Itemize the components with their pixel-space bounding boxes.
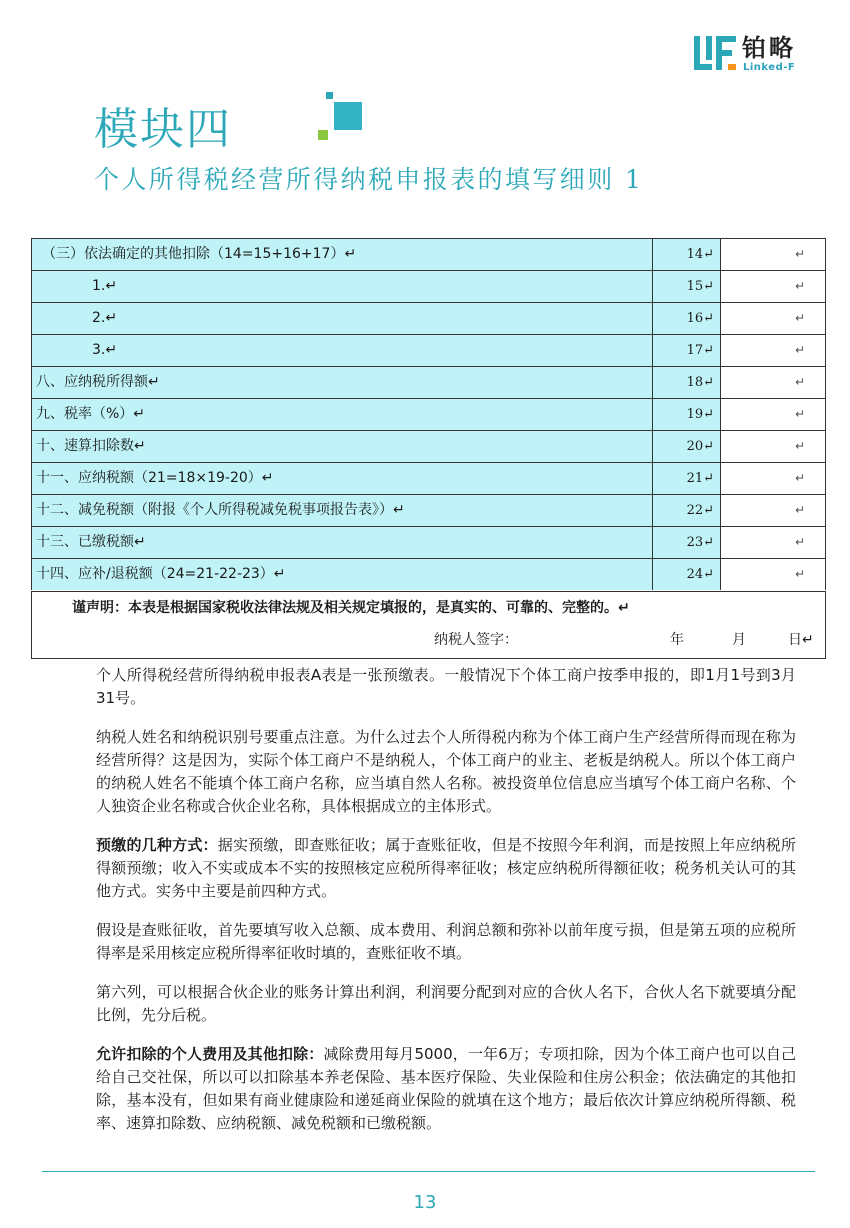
form-row-number: 22↵ [653,495,721,526]
signature-label: 纳税人签字： [434,632,518,648]
form-row-value: ↵ [721,431,826,462]
paragraph [96,664,796,710]
form-row-number: 23↵ [653,527,721,558]
logo-english-name: Linked-F [743,62,796,73]
form-row-number: 18↵ [653,367,721,398]
form-row [31,334,826,366]
form-row [31,526,826,558]
form-row-number: 17↵ [653,335,721,366]
deco-square-small-teal [326,92,333,99]
form-row [31,558,826,590]
footer-divider [42,1171,815,1172]
form-row-label: 十一、应纳税额（21=18×19-20）↵ [31,463,653,494]
paragraph-text: 减除费用每月5000，一年6万；专项扣除，因为个体工商户也可以自己给自己交社保，所以可以扣除基本养老保险、基本医疗保险、失业保险和住房公积金；依法确定的其他扣除，基本没有，但如果有商业健康险和递延商业保险的就填在这个地方；最后依次计算应纳税所得额、税率、速算扣除数、应纳税额、减免税额和已缴税额。 [96,1045,796,1132]
form-row-label: 十三、已缴税额↵ [31,527,653,558]
paragraph [96,981,796,1027]
brand-logo [694,34,814,74]
logo-mark-icon [694,34,738,72]
form-row-value: ↵ [721,399,826,430]
paragraph-bold-lead: 允许扣除的个人费用及其他扣除： [96,1045,324,1063]
declaration-block [31,591,826,659]
form-row-label: 十、速算扣除数↵ [31,431,653,462]
form-row [31,430,826,462]
form-row [31,238,826,270]
tax-form-table [31,238,826,658]
form-row-label: 2.↵ [31,303,653,334]
form-row [31,366,826,398]
form-row-label: 3.↵ [31,335,653,366]
form-row-value: ↵ [721,527,826,558]
date-month-label: 月 [732,632,746,648]
form-row-value: ↵ [721,559,826,590]
form-row [31,270,826,302]
form-row-value: ↵ [721,335,826,366]
form-row-number: 14↵ [653,239,721,270]
page-number: 13 [413,1192,437,1213]
form-row-label: 九、税率（%）↵ [31,399,653,430]
form-row [31,462,826,494]
form-row-number: 24↵ [653,559,721,590]
paragraph-text: 第六列，可以根据合伙企业的账务计算出利润，利润要分配到对应的合伙人名下，合伙人名下就要填分配比例，先分后税。 [96,983,796,1024]
paragraph [96,834,796,903]
form-row-number: 19↵ [653,399,721,430]
paragraph [96,1043,796,1135]
form-row-value: ↵ [721,367,826,398]
paragraph-text: 个人所得税经营所得纳税申报表A表是一张预缴表。一般情况下个体工商户按季申报的，即1月1号到3月31号。 [96,666,796,707]
date-day-label: 日↵ [788,632,814,648]
form-row-value: ↵ [721,463,826,494]
declaration-text: 谨声明：本表是根据国家税收法律法规及相关规定填报的，是真实的、可靠的、完整的。↵ [72,600,630,616]
form-row-label: 八、应纳税所得额↵ [31,367,653,398]
form-row-label: （三）依法确定的其他扣除（14=15+16+17）↵ [31,239,653,270]
form-row-number: 15↵ [653,271,721,302]
body-text [96,664,796,1151]
module-title: 模块四 [94,104,232,155]
paragraph-bold-lead: 预缴的几种方式： [96,836,218,854]
form-row-label: 十四、应补/退税额（24=21-22-23）↵ [31,559,653,590]
form-row-number: 21↵ [653,463,721,494]
section-subtitle: 个人所得税经营所得纳税申报表的填写细则 1 [94,165,644,194]
form-row [31,494,826,526]
form-row-value: ↵ [721,495,826,526]
logo-chinese-name: 铂略 [742,34,796,62]
deco-square-green [318,130,328,140]
deco-square-large-teal [334,102,362,130]
paragraph-text: 据实预缴，即查账征收；属于查账征收，但是不按照今年利润，而是按照上年应纳税所得额预缴；收入不实或成本不实的按照核定应税所得率征收；核定应纳税所得额征收；税务机关认可的其他方式。实务中主要是前四种方式。 [96,836,796,900]
date-year-label: 年 [670,632,684,648]
form-row-number: 20↵ [653,431,721,462]
paragraph-text: 假设是查账征收，首先要填写收入总额、成本费用、利润总额和弥补以前年度亏损，但是第五项的应税所得率是采用核定应税所得率征收时填的，查账征收不填。 [96,921,796,962]
form-row-value: ↵ [721,239,826,270]
paragraph [96,726,796,818]
form-row-number: 16↵ [653,303,721,334]
form-row [31,398,826,430]
form-row-value: ↵ [721,303,826,334]
form-row-label: 十二、减免税额（附报《个人所得税减免税事项报告表》）↵ [31,495,653,526]
paragraph [96,919,796,965]
form-row-label: 1.↵ [31,271,653,302]
paragraph-text: 纳税人姓名和纳税识别号要重点注意。为什么过去个人所得税内称为个体工商户生产经营所得而现在称为经营所得？这是因为，实际个体工商户不是纳税人，个体工商户的业主、老板是纳税人。所以个体工商户的纳税人姓名不能填个体工商户名称，应当填自然人名称。被投资单位信息应当填写个体工商户名称、个人独资企业名称或合伙企业名称，具体根据成立的主体形式。 [96,728,796,815]
form-row-value: ↵ [721,271,826,302]
form-row [31,302,826,334]
